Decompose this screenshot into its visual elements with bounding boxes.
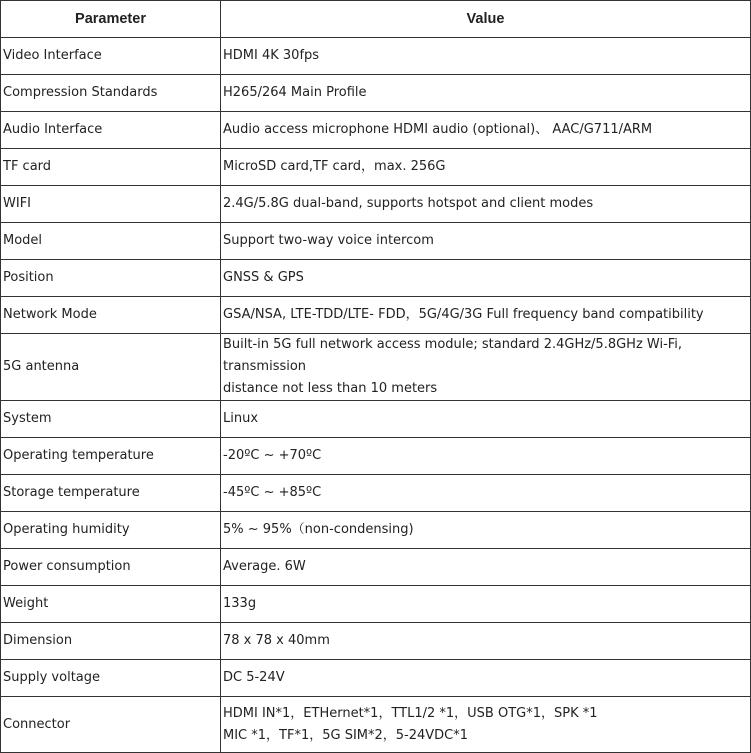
parameter-cell: Supply voltage [1,660,221,697]
parameter-cell: Weight [1,586,221,623]
value-line: Linux [223,411,259,426]
value-line: MicroSD card,TF card，max. 256G [223,159,446,174]
value-line: 5% ~ 95%（non-condensing) [223,522,414,537]
value-line: Support two-way voice intercom [223,233,434,248]
table-row [1,660,751,697]
value-cell [221,38,751,75]
value-cell [221,512,751,549]
parameter-cell: Dimension [1,623,221,660]
parameter-column-header: Parameter [1,1,221,38]
table-row [1,512,751,549]
parameter-cell: Model [1,223,221,260]
table-row [1,438,751,475]
parameter-cell: WIFI [1,186,221,223]
table-row [1,623,751,660]
table-row [1,334,751,401]
value-cell [221,223,751,260]
header-row [1,1,751,38]
value-cell [221,334,751,401]
table-row [1,549,751,586]
parameter-cell: Connector [1,697,221,753]
value-cell [221,623,751,660]
table-row [1,260,751,297]
value-line: Average. 6W [223,559,306,574]
parameter-cell: System [1,401,221,438]
value-line: DC 5-24V [223,670,285,685]
parameter-cell: 5G antenna [1,334,221,401]
table-row [1,697,751,753]
spec-table-body [1,38,751,753]
value-line: 78 x 78 x 40mm [223,633,330,648]
parameter-cell: Operating temperature [1,438,221,475]
value-cell [221,438,751,475]
parameter-cell: Video Interface [1,38,221,75]
value-cell [221,586,751,623]
value-cell [221,186,751,223]
table-row [1,297,751,334]
table-row [1,401,751,438]
value-line: distance not less than 10 meters [223,381,438,396]
value-cell [221,475,751,512]
value-line: H265/264 Main Profile [223,85,367,100]
table-row [1,586,751,623]
parameter-cell: Audio Interface [1,112,221,149]
table-row [1,38,751,75]
value-cell [221,149,751,186]
value-line: -20ºC ~ +70ºC [223,448,322,463]
value-cell [221,697,751,753]
value-line: Built-in 5G full network access module; standard 2.4GHz/5.8GHz Wi-Fi, transmission [223,337,683,374]
parameter-cell: Position [1,260,221,297]
value-line: MIC *1，TF*1，5G SIM*2，5-24VDC*1 [223,727,469,743]
parameter-cell: Network Mode [1,297,221,334]
value-cell [221,297,751,334]
value-line: HDMI 4K 30fps [223,48,320,63]
value-line: HDMI IN*1，ETHernet*1，TTL1/2 *1，USB OTG*1，SPK *1 [223,705,598,721]
spec-table-head [1,1,751,38]
value-cell [221,260,751,297]
table-row [1,75,751,112]
parameter-cell: Storage temperature [1,475,221,512]
table-row [1,149,751,186]
value-line: Audio access microphone HDMI audio (optional)、 AAC/G711/ARM [223,122,653,137]
table-row [1,112,751,149]
parameter-cell: Power consumption [1,549,221,586]
value-cell [221,75,751,112]
value-line: -45ºC ~ +85ºC [223,485,322,500]
table-row [1,475,751,512]
value-cell [221,112,751,149]
value-line: 133g [223,596,257,611]
table-row [1,223,751,260]
parameter-cell: Compression Standards [1,75,221,112]
table-row [1,186,751,223]
value-line: 2.4G/5.8G dual-band, supports hotspot and client modes [223,196,594,211]
value-column-header: Value [221,1,751,38]
value-line: GSA/NSA, LTE-TDD/LTE- FDD，5G/4G/3G Full frequency band compatibility [223,307,704,322]
parameter-cell: TF card [1,149,221,186]
value-cell [221,660,751,697]
value-cell [221,549,751,586]
value-line: GNSS & GPS [223,270,304,285]
parameter-cell: Operating humidity [1,512,221,549]
value-cell [221,401,751,438]
